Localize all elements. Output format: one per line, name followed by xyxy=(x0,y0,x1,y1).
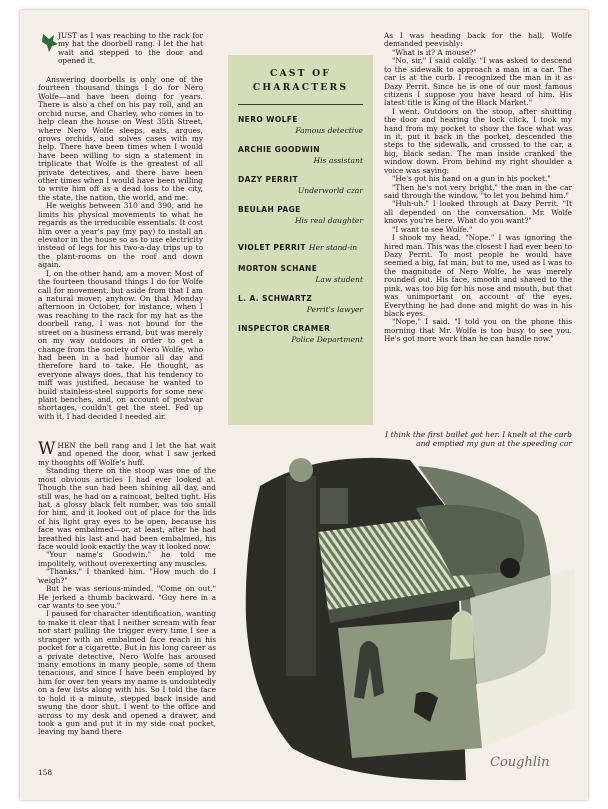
cast-member xyxy=(228,145,373,165)
story-paragraph: "Nope," I said. "I told you on the phone this morning that Mr. Wolfe is too busy to see you. He's got more work than he can handle now." xyxy=(384,317,572,344)
cast-member-name: BEULAH PAGE xyxy=(238,204,301,214)
story-column-1-part-2 xyxy=(38,439,216,737)
illustration-caption: I think the first bullet got her. I knelt at the curb and emptied my gun at the speeding car xyxy=(385,430,572,449)
magazine-page xyxy=(20,10,588,800)
woman-figure xyxy=(450,610,474,660)
cast-member-name: VIOLET PERRIT xyxy=(238,242,306,252)
cast-member-name: L. A. SCHWARTZ xyxy=(238,293,313,303)
story-paragraph: "Your name's Goodwin," he told me impolitely, without overexerting any muscles. xyxy=(38,550,216,568)
page-number: 158 xyxy=(38,768,53,777)
story-paragraph: "Thanks," I thanked him. "How much do I weigh?" xyxy=(38,567,216,585)
cast-member xyxy=(228,324,373,344)
story-paragraph: "Huh-uh." I looked through at Dazy Perrit. "It all depended on the conversation. Mr. Wolfe knows you're here. What do you want?" xyxy=(384,199,572,226)
story-paragraph: Answering doorbells is only one of the fourteen thousand things I do for Nero Wolfe—and have been doing for years. There is also a chef on his pay roll, and an orchid nurse, and Charley, who comes in to help clean the house on West 35th Street, where Nero Wolfe sleeps, eats, argues, grows orchids, and solves cases with my help. There have been times when I would have been willing to sign a statement in triplicate that Wolfe is the greatest of all private detectives, and there have been other times when I would have been willing to write him off as a dead loss to the city, the state, the nation, the world, and me. xyxy=(38,75,203,202)
cast-member xyxy=(228,264,373,284)
cast-member xyxy=(228,175,373,195)
story-paragraph: I paused for character identification, wanting to make it clear that I neither scream with fear nor start pulling the trigger every time I see a stranger with an embalmed face reach in his pocket for a cigarette. But in his long career as a private detective, Nero Wolfe has aroused many emotions in many people, some of them tenacious, and since I have been employed by him for over ten years my name is undoubtedly on a few lists along with his. So I told the face to hold it a minute, stepped back inside and swung the door shut. I went to the office and across to my desk and opened a drawer, and took a gun and put it in my side coat pocket, leaving my hand there xyxy=(38,609,216,737)
cast-member-role: Her stand-in xyxy=(308,242,358,252)
cast-member-role: Famous detective xyxy=(295,125,363,135)
story-paragraph: WHEN the bell rang and I let the hat wait and opened the door, what I saw jerked my thoughts off Wolfe's huff. xyxy=(38,439,216,467)
story-paragraph: "No, sir," I said coldly. "I was asked to descend to the sidewalk to approach a man in a car. The car is at the curb. I recognized the man in it as Dazy Perrit. Since he is one of our most famous citizens I suppose you have heard of him. His latest title is King of the Black Market." xyxy=(384,56,572,108)
story-paragraph: Standing there on the stoop was one of the most obvious articles I had ever looked at. Though the sun had been shining all day, and still was, he had on a raincoat, belted tight. His hat, a glossy black felt number, was too small for him, and it looked out of place for the lids of his light gray eyes to be open, because his face was embalmed—or, at least, after he had breathed his last and had been embalmed, his face would look exactly the way it looked now. xyxy=(38,466,216,552)
story-paragraph: "I want to see Wolfe." xyxy=(392,224,473,234)
cast-member xyxy=(228,115,373,135)
story-paragraph: As I was heading back for the hall, Wolfe demanded peevishly: xyxy=(384,31,572,49)
cast-member-name: ARCHIE GOODWIN xyxy=(238,144,320,154)
illustration xyxy=(220,448,580,783)
story-paragraph: "He's got his hand on a gun in his pocket." xyxy=(392,174,551,184)
faded-background xyxy=(470,568,575,748)
cast-member-role: Law student xyxy=(315,274,363,284)
story-paragraph: I shook my head. "Nope." I was ignoring the hired man. This was the closest I had ever been to Dazy Perrit. To most people he would have seemed a big, fat man, but to me, used as I was to the magnitude of Nero Wolfe, he was merely rounded out. His face, smooth and shaved to the pink, was too big for his nose and mouth, but that was unimportant on account of the eyes. Everything he had done and might do was in his black eyes. xyxy=(384,233,572,318)
cast-member-role: His assistant xyxy=(313,155,363,165)
story-paragraph: "Then he's not very bright," the man in the car said through the window, "to let you behind him." xyxy=(384,182,572,201)
cast-divider xyxy=(238,104,363,105)
cast-member xyxy=(228,235,373,254)
story-column-1-continued xyxy=(38,76,203,421)
story-paragraph: But he was serious-minded. "Come on out." He jerked a thumb backward. "Guy here in a car wants to see you." xyxy=(38,584,216,611)
cast-heading: CAST OF CHARACTERS xyxy=(252,68,349,94)
cast-of-characters-box xyxy=(228,55,373,425)
cast-member-role: Underworld czar xyxy=(297,185,363,195)
story-paragraph: I went. Outdoors on the stoop, after shutting the door and hearing the lock click, I took my hand from my pocket to show the face what was in it, put it back in the pocket, descended the steps to the sidewalk, and crossed to the car, a big, black sedan. The man inside cranked the window down. From behind my right shoulder a voice was saying: xyxy=(384,106,572,175)
cast-member-role: His real daughter xyxy=(294,215,363,225)
story-paragraph: "What is it? A mouse?" xyxy=(392,47,477,57)
cast-member-role: Perrit's lawyer xyxy=(306,304,363,314)
cast-member-name: NERO WOLFE xyxy=(238,114,298,124)
cast-member-role: Police Department xyxy=(291,334,363,344)
story-paragraph: I, on the other hand, am a mover. Most of the fourteen thousand things I do for Wolfe call for movement, but aside from that I am a natural mover, anyhow. On that Monday afternoon in October, for instance, when I was reaching to the rack for my hat as the doorbell rang, I was not bound for the street on a business errand, but was merely on my way outdoors in order to get a change from the society of Nero Wolfe, who had been in a bad humor all day and therefore hard to take. He thought, as everyone always does, that his tendency to miff was justified, because he wanted to build stainless-steel supports for some new plant benches, and, on account of postwar shortages, couldn't get the steel. Fed up with it, I had decided I needed air. xyxy=(38,268,203,421)
cast-member-name: DAZY PERRIT xyxy=(238,174,298,184)
lamp-post xyxy=(286,476,316,676)
artist-signature: Coughlin xyxy=(490,755,550,770)
figure-in-window xyxy=(320,488,348,524)
story-paragraph: He weighs between 310 and 390, and he limits his physical movements to what he regards as the irreducible essentials. It cost him over a year's pay (my pay) to install an elevator in the house so as to use electricity instead of legs for his two-a-day trips up to the plant-rooms on the roof and down again. xyxy=(38,201,203,270)
story-column-1 xyxy=(38,32,203,66)
cast-member-name: MORTON SCHANE xyxy=(238,263,318,273)
cast-member xyxy=(228,294,373,314)
cast-list xyxy=(228,115,373,344)
story-paragraph: JUST as I was reaching to the rack for my hat the doorbell rang. I let the hat wait and stepped to the door and opened it. xyxy=(58,31,203,66)
cast-member-name: INSPECTOR CRAMER xyxy=(238,323,331,333)
story-column-3 xyxy=(384,32,572,344)
cast-member xyxy=(228,205,373,225)
street-lamp xyxy=(289,458,313,482)
